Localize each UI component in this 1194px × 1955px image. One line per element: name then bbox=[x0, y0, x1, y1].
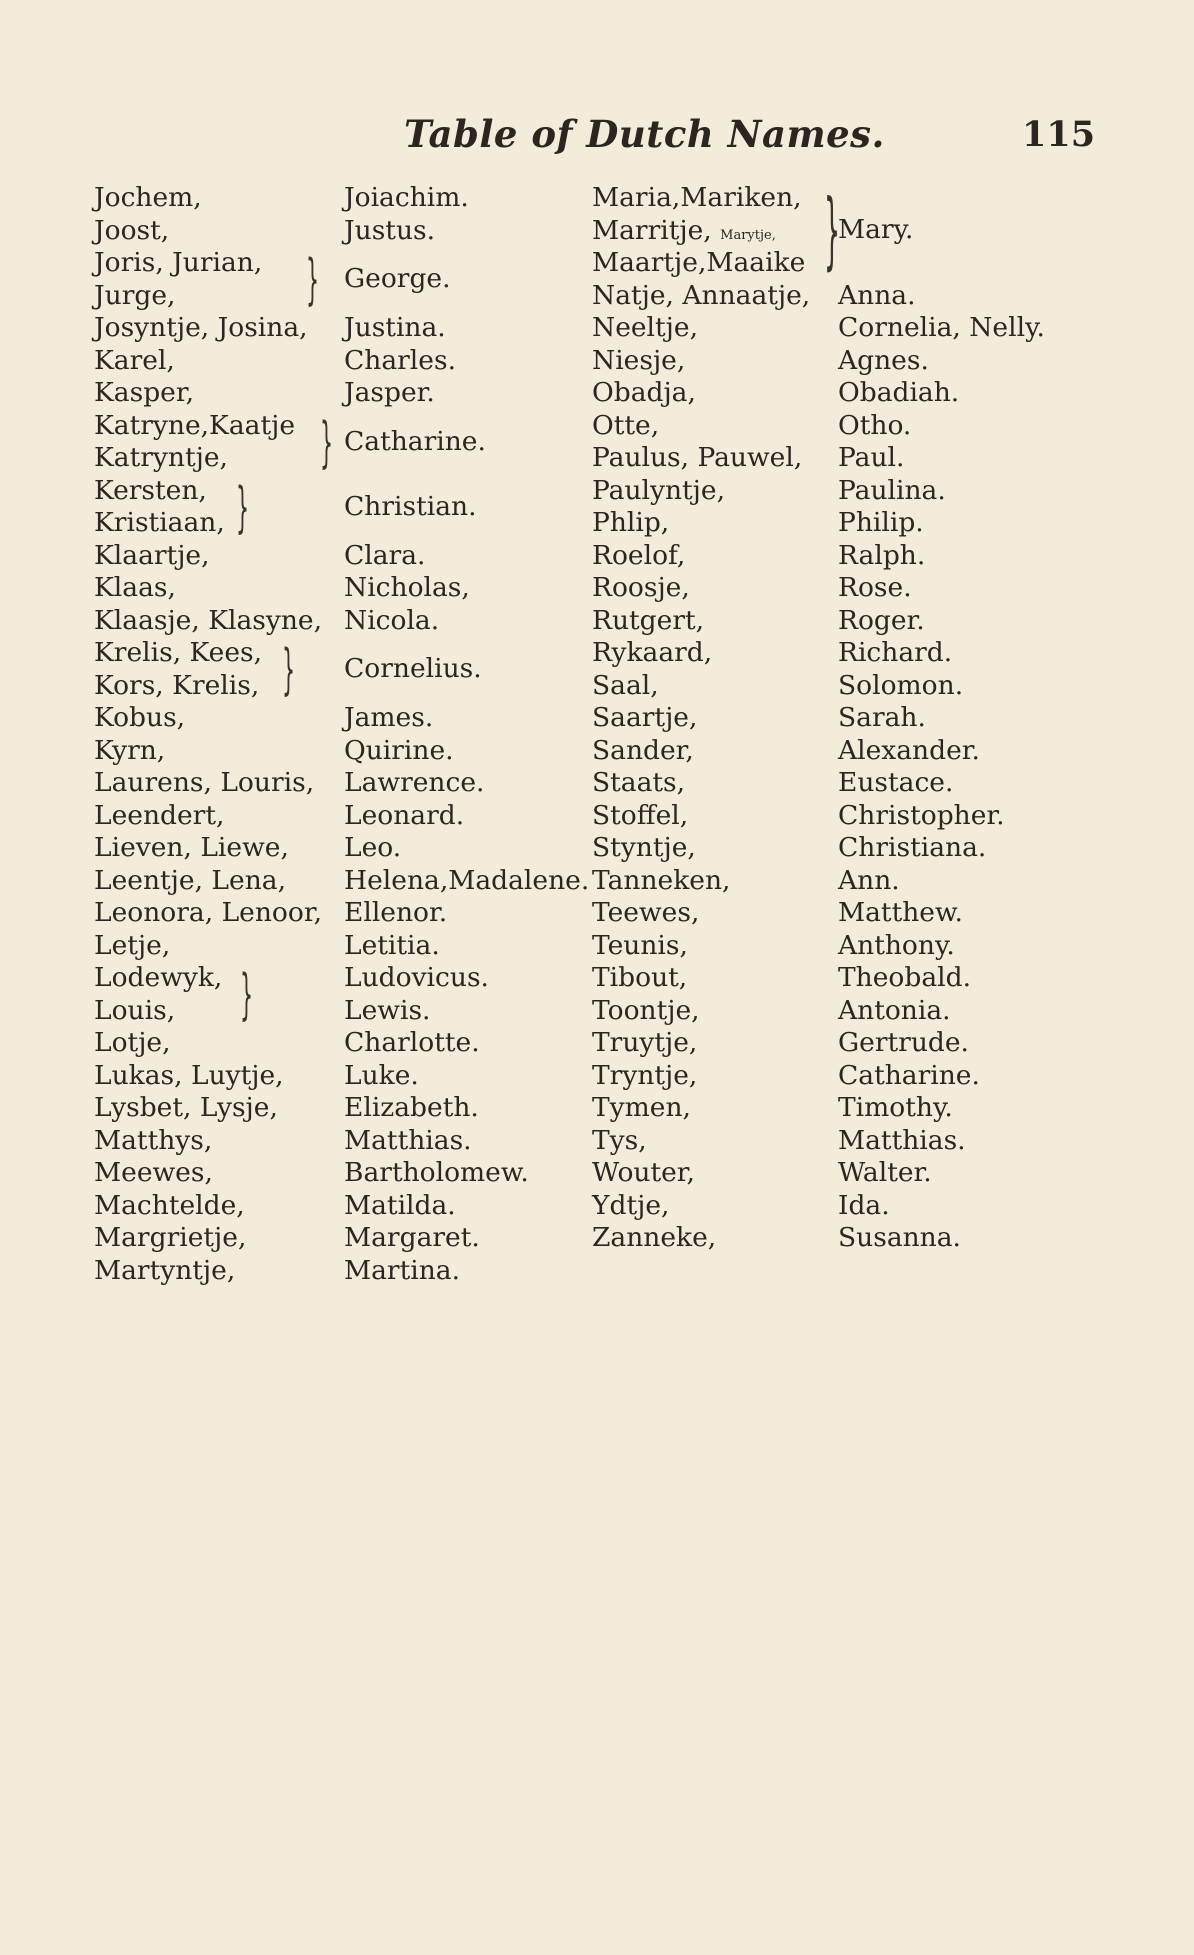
brace-icon: } bbox=[282, 638, 296, 701]
dutch-name: Paulus, Pauwel, bbox=[592, 442, 803, 473]
english-name: Richard. bbox=[838, 637, 953, 668]
english-name: Martina. bbox=[344, 1254, 461, 1286]
english-name: Leonard. bbox=[344, 799, 465, 831]
dutch-name: Rykaard, bbox=[592, 637, 713, 668]
dutch-name: Saal, bbox=[592, 669, 659, 701]
english-name: Paulina. bbox=[838, 474, 946, 506]
english-name: Ida. bbox=[838, 1189, 890, 1221]
dutch-name: Klaas, bbox=[94, 572, 176, 603]
english-name: Antonia. bbox=[838, 994, 951, 1026]
dutch-name: Jochem, bbox=[94, 182, 202, 213]
dutch-name: Teewes, bbox=[592, 897, 700, 928]
brace-icon: } bbox=[320, 410, 334, 474]
english-name: Ellenor. bbox=[344, 897, 448, 928]
dutch-line: Krelis, Kees, bbox=[94, 637, 263, 668]
dutch-names bbox=[94, 475, 225, 540]
english-name: Gertrude. bbox=[838, 1027, 969, 1058]
english-name: Obadiah. bbox=[838, 377, 960, 408]
dutch-name: Leendert, bbox=[94, 799, 225, 831]
dutch-name: Tryntje, bbox=[592, 1059, 698, 1091]
english-name: Agnes. bbox=[838, 344, 929, 376]
dutch-line: Louis, bbox=[94, 994, 176, 1026]
dutch-name: Paulyntje, bbox=[592, 474, 725, 506]
dutch-name: Meewes, bbox=[94, 1157, 213, 1188]
dutch-name: Kyrn, bbox=[94, 734, 166, 766]
english-name: Elizabeth. bbox=[344, 1092, 479, 1123]
english-name: Sarah. bbox=[838, 702, 926, 733]
dutch-name: Roelof, bbox=[592, 539, 686, 571]
dutch-name: Neeltje, bbox=[592, 312, 698, 343]
dutch-name: Kobus, bbox=[94, 702, 186, 733]
english-name: George. bbox=[344, 263, 451, 294]
dutch-name: Klaasje, Klasyne, bbox=[94, 604, 323, 636]
english-name: Joiachim. bbox=[344, 182, 469, 213]
english-line: Lewis. bbox=[344, 994, 431, 1026]
english-name: Otho. bbox=[838, 409, 912, 441]
english-name: Charles. bbox=[344, 344, 456, 376]
english-name: Timothy. bbox=[838, 1092, 953, 1123]
brace-icon: } bbox=[240, 963, 254, 1026]
dutch-name: Tanneken, bbox=[592, 864, 731, 896]
dutch-line: Kors, Krelis, bbox=[94, 669, 260, 701]
dutch-name: Rutgert, bbox=[592, 604, 705, 636]
brace-icon: } bbox=[824, 181, 841, 279]
english-names bbox=[344, 962, 489, 1027]
dutch-names bbox=[94, 247, 262, 312]
english-name: Leo. bbox=[344, 832, 402, 863]
dutch-name: Wouter, bbox=[592, 1157, 695, 1188]
english-name: Matilda. bbox=[344, 1189, 456, 1221]
english-name: Christiana. bbox=[838, 832, 987, 863]
dutch-line: Maartje,Maaike bbox=[592, 247, 806, 278]
dutch-name: Lotje, bbox=[94, 1027, 171, 1058]
dutch-line: Katryntje, bbox=[94, 442, 228, 473]
english-name: Helena,Madalene. bbox=[344, 864, 590, 896]
english-name: Ann. bbox=[838, 864, 900, 896]
dutch-name: Natje, Annaatje, bbox=[592, 279, 811, 311]
english-name: Clara. bbox=[344, 539, 426, 571]
english-name: Theobald. bbox=[838, 962, 972, 993]
dutch-name: Styntje, bbox=[592, 832, 696, 863]
dutch-name: Toontje, bbox=[592, 994, 700, 1026]
dutch-name: Obadja, bbox=[592, 377, 696, 408]
english-name: Charlotte. bbox=[344, 1027, 480, 1058]
dutch-name: Joost, bbox=[94, 214, 170, 246]
english-name: Paul. bbox=[838, 442, 905, 473]
english-name: Luke. bbox=[344, 1059, 419, 1091]
dutch-name: Tys, bbox=[592, 1124, 647, 1156]
dutch-name: Niesje, bbox=[592, 344, 686, 376]
dutch-name: Tymen, bbox=[592, 1092, 691, 1123]
dutch-name: Letje, bbox=[94, 929, 171, 961]
dutch-name: Ydtje, bbox=[592, 1189, 670, 1221]
dutch-line: Kristiaan, bbox=[94, 507, 225, 538]
dutch-name: Margrietje, bbox=[94, 1222, 247, 1253]
english-name: Catharine. bbox=[838, 1059, 980, 1091]
dutch-name: Staats, bbox=[592, 767, 686, 798]
dutch-small-variant: Marytje, bbox=[720, 227, 776, 243]
brace-icon: } bbox=[236, 475, 250, 539]
english-name: Matthias. bbox=[838, 1124, 966, 1156]
english-name: Justus. bbox=[344, 214, 436, 246]
dutch-name: Laurens, Louris, bbox=[94, 767, 315, 798]
dutch-line bbox=[592, 215, 805, 248]
english-name: Cornelius. bbox=[344, 653, 482, 684]
dutch-name: Zanneke, bbox=[592, 1222, 717, 1253]
dutch-names bbox=[592, 182, 805, 280]
english-name: James. bbox=[344, 702, 434, 733]
dutch-names bbox=[94, 637, 262, 702]
running-title: Table of Dutch Names. bbox=[404, 112, 885, 156]
dutch-line: Maria,Mariken, bbox=[592, 182, 802, 213]
dutch-names bbox=[94, 410, 295, 475]
english-name: Matthew. bbox=[838, 897, 963, 928]
english-name: Nicholas, bbox=[344, 572, 470, 603]
dutch-name: Kasper, bbox=[94, 377, 195, 408]
english-name: Margaret. bbox=[344, 1222, 480, 1253]
dutch-line: Joris, Jurian, bbox=[94, 247, 263, 278]
english-name: Cornelia, Nelly. bbox=[838, 312, 1045, 343]
english-name: Nicola. bbox=[344, 604, 440, 636]
english-name: Rose. bbox=[838, 572, 912, 603]
english-line: Ludovicus. bbox=[344, 962, 489, 993]
english-name: Catharine. bbox=[344, 425, 486, 457]
dutch-name: Lukas, Luytje, bbox=[94, 1059, 284, 1091]
dutch-name: Tibout, bbox=[592, 962, 688, 993]
english-name: Walter. bbox=[838, 1157, 932, 1188]
dutch-name: Lieven, Liewe, bbox=[94, 832, 289, 863]
dutch-name: Phlip, bbox=[592, 507, 670, 538]
english-name: Jasper. bbox=[344, 377, 435, 408]
dutch-name: Josyntje, Josina, bbox=[94, 312, 308, 343]
dutch-name: Roosje, bbox=[592, 572, 690, 603]
english-name: Quirine. bbox=[344, 734, 454, 766]
english-name: Alexander. bbox=[838, 734, 980, 766]
dutch-name: Leentje, Lena, bbox=[94, 864, 286, 896]
dutch-line: Jurge, bbox=[94, 279, 176, 311]
english-name: Susanna. bbox=[838, 1222, 961, 1253]
english-name: Solomon. bbox=[838, 669, 964, 701]
english-name: Christian. bbox=[344, 490, 477, 522]
dutch-names bbox=[94, 962, 222, 1027]
brace-icon: } bbox=[306, 248, 320, 311]
dutch-line: Lodewyk, bbox=[94, 962, 223, 993]
dutch-name: Stoffel, bbox=[592, 799, 689, 831]
english-name: Bartholomew. bbox=[344, 1157, 529, 1188]
dutch-name: Karel, bbox=[94, 344, 175, 376]
english-name: Ralph. bbox=[838, 539, 926, 571]
page-number: 115 bbox=[1022, 114, 1096, 155]
english-name: Philip. bbox=[838, 507, 924, 538]
english-name: Letitia. bbox=[344, 929, 440, 961]
english-name: Eustace. bbox=[838, 767, 954, 798]
english-name: Mary. bbox=[838, 214, 914, 245]
dutch-name: Machtelde, bbox=[94, 1189, 245, 1221]
dutch-name: Leonora, Lenoor, bbox=[94, 897, 323, 928]
english-name: Christopher. bbox=[838, 799, 1005, 831]
dutch-name: Sander, bbox=[592, 734, 694, 766]
dutch-line-text: Marritje, bbox=[592, 214, 712, 246]
dutch-name: Otte, bbox=[592, 409, 660, 441]
dutch-name: Truytje, bbox=[592, 1027, 698, 1058]
dutch-line: Katryne,Kaatje bbox=[94, 409, 296, 441]
english-name: Anna. bbox=[838, 279, 916, 311]
dutch-line: Kersten, bbox=[94, 474, 207, 506]
english-name: Matthias. bbox=[344, 1124, 472, 1156]
dutch-name: Klaartje, bbox=[94, 539, 210, 571]
english-name: Justina. bbox=[344, 312, 446, 343]
dutch-name: Martyntje, bbox=[94, 1254, 236, 1286]
dutch-name: Lysbet, Lysje, bbox=[94, 1092, 278, 1123]
dutch-name: Saartje, bbox=[592, 702, 698, 733]
english-name: Lawrence. bbox=[344, 767, 485, 798]
dutch-name: Matthys, bbox=[94, 1124, 213, 1156]
english-name: Anthony. bbox=[838, 929, 955, 961]
dutch-name: Teunis, bbox=[592, 929, 688, 961]
english-name: Roger. bbox=[838, 604, 925, 636]
